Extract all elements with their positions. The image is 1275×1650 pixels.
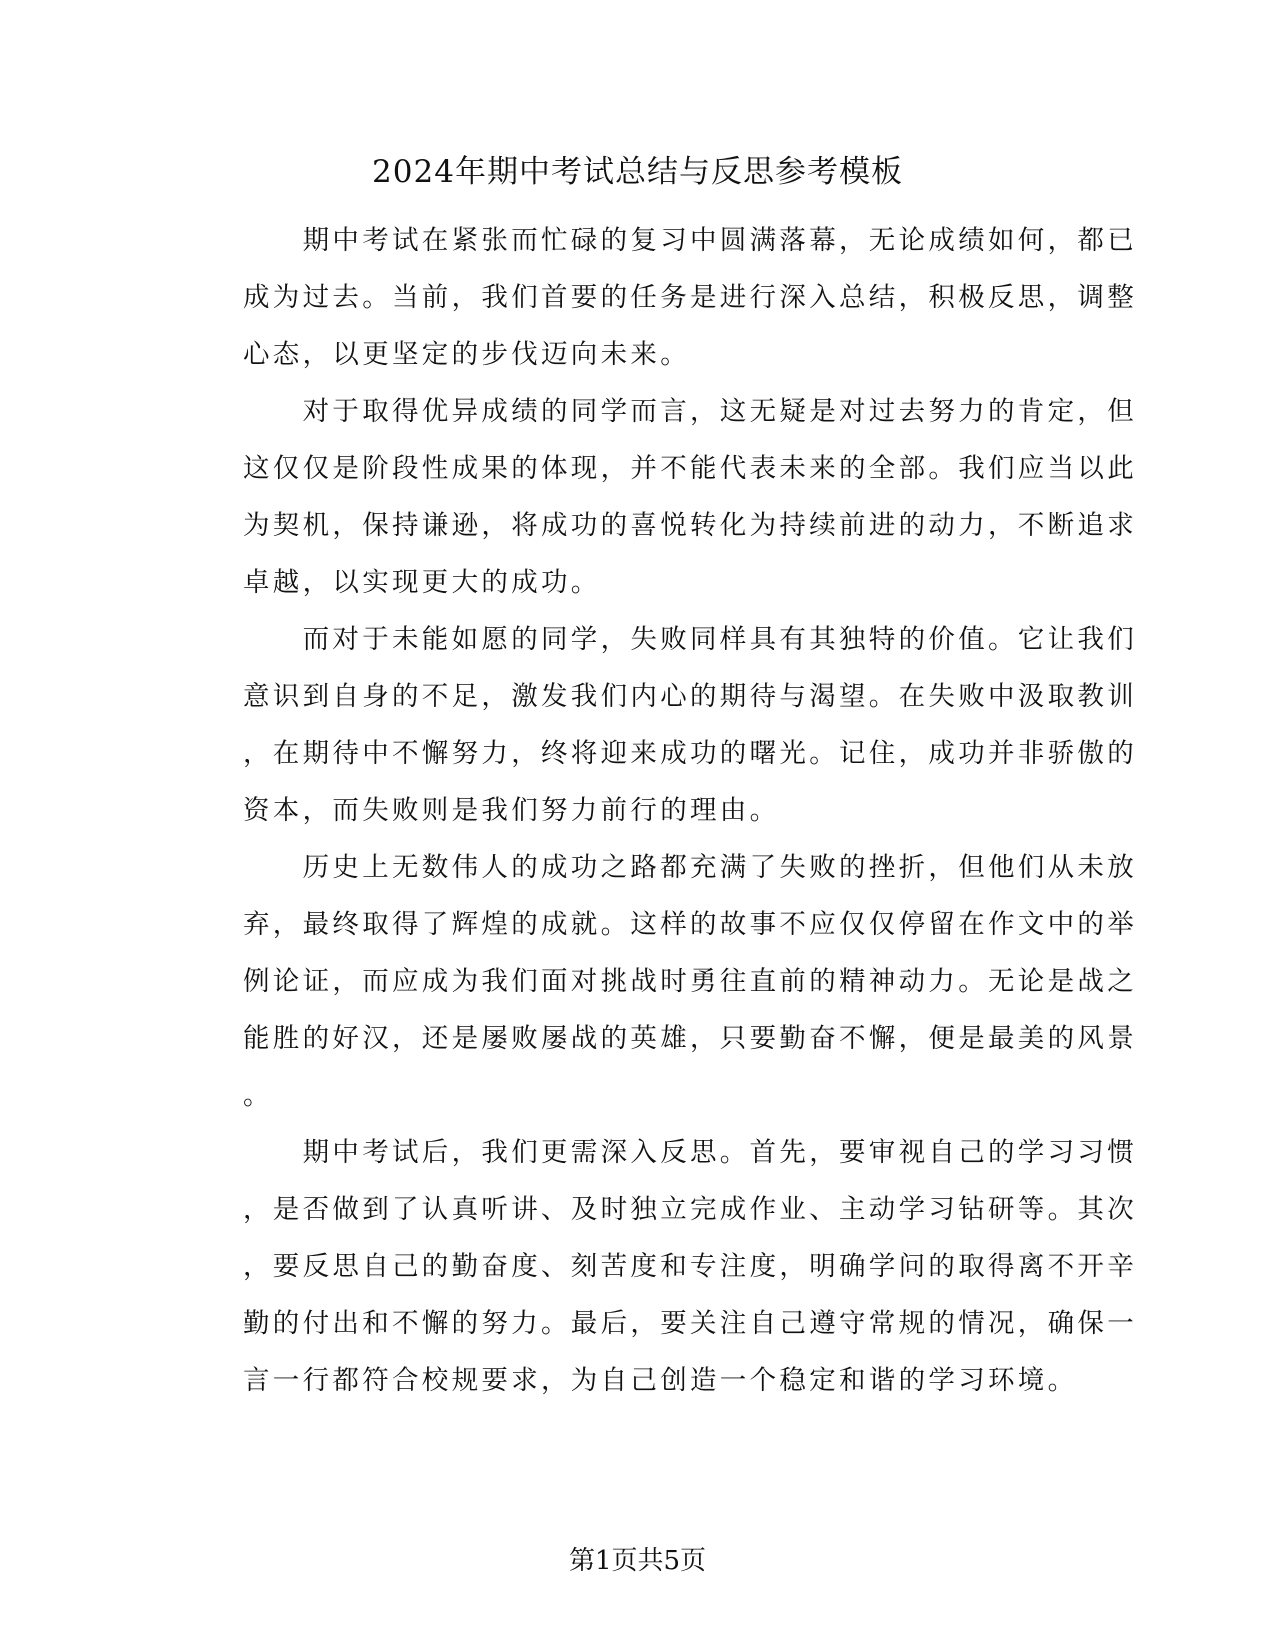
text-line: 意识到自身的不足，激发我们内心的期待与渴望。在失败中汲取教训 xyxy=(243,681,1137,712)
paragraph-1 xyxy=(190,212,1137,383)
paragraph-5 xyxy=(190,1124,1137,1409)
page-number-footer: 第1页共5页 xyxy=(568,1546,707,1576)
text-line: ，在期待中不懈努力，终将迎来成功的曙光。记住，成功并非骄傲的 xyxy=(243,738,1137,769)
text-line: 勤的付出和不懈的努力。最后，要关注自己遵守常规的情况，确保一 xyxy=(243,1308,1137,1339)
text-line: ，要反思自己的勤奋度、刻苦度和专注度，明确学问的取得离不开辛 xyxy=(243,1251,1137,1282)
document-title: 2024年期中考试总结与反思参考模板 xyxy=(372,154,903,190)
text-line: ，是否做到了认真听讲、及时独立完成作业、主动学习钻研等。其次 xyxy=(243,1194,1137,1225)
text-line: 例论证，而应成为我们面对挑战时勇往直前的精神动力。无论是战之 xyxy=(243,966,1137,997)
document-body xyxy=(190,212,1137,1409)
text-line: 。 xyxy=(243,1080,273,1111)
text-line: 言一行都符合校规要求，为自己创造一个稳定和谐的学习环境。 xyxy=(243,1365,1078,1396)
text-line: 为契机，保持谦逊，将成功的喜悦转化为持续前进的动力，不断追求 xyxy=(243,510,1137,541)
paragraph-2 xyxy=(190,383,1137,611)
text-line: 弃，最终取得了辉煌的成就。这样的故事不应仅仅停留在作文中的举 xyxy=(243,909,1137,940)
text-line: 期中考试后，我们更需深入反思。首先，要审视自己的学习习惯 xyxy=(243,1137,1137,1168)
paragraph-4 xyxy=(190,839,1137,1124)
text-line: 历史上无数伟人的成功之路都充满了失败的挫折，但他们从未放 xyxy=(243,852,1137,883)
text-line: 这仅仅是阶段性成果的体现，并不能代表未来的全部。我们应当以此 xyxy=(243,453,1137,484)
text-line: 对于取得优异成绩的同学而言，这无疑是对过去努力的肯定，但 xyxy=(243,396,1137,427)
text-line: 而对于未能如愿的同学，失败同样具有其独特的价值。它让我们 xyxy=(243,624,1137,655)
text-line: 卓越，以实现更大的成功。 xyxy=(243,567,601,598)
text-line: 成为过去。当前，我们首要的任务是进行深入总结，积极反思，调整 xyxy=(243,282,1137,313)
text-line: 资本，而失败则是我们努力前行的理由。 xyxy=(243,795,780,826)
paragraph-3 xyxy=(190,611,1137,839)
text-line: 期中考试在紧张而忙碌的复习中圆满落幕，无论成绩如何，都已 xyxy=(243,225,1137,256)
text-line: 心态，以更坚定的步伐迈向未来。 xyxy=(243,339,690,370)
text-line: 能胜的好汉，还是屡败屡战的英雄，只要勤奋不懈，便是最美的风景 xyxy=(243,1023,1137,1054)
